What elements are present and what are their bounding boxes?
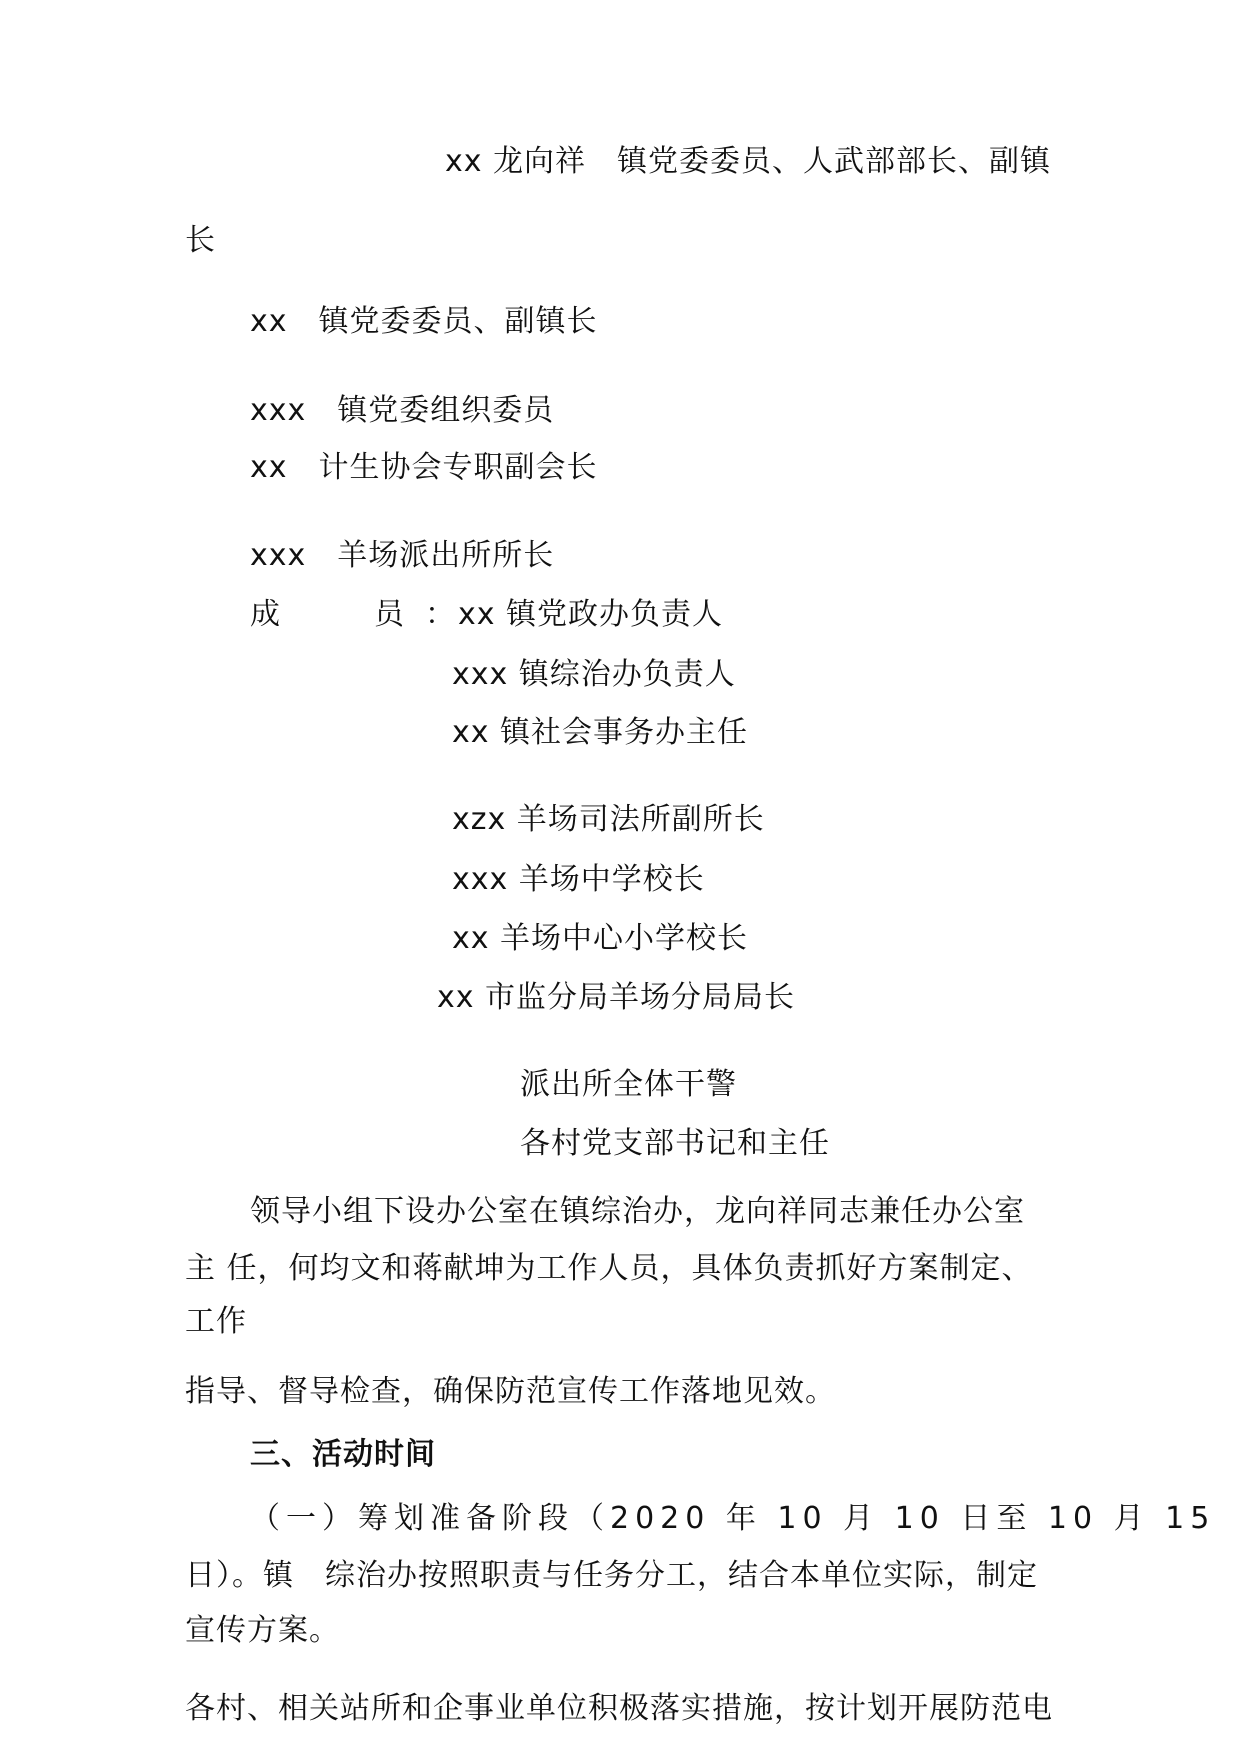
leader-line-2: xx 镇党委委员、副镇长 (250, 304, 598, 339)
member-line-6: xx 羊场中心小学校长 (452, 921, 749, 956)
office-paragraph-line-1: 领导小组下设办公室在镇综治办，龙向祥同志兼任办公室 (250, 1194, 1025, 1229)
members-label: 成 员 (250, 597, 405, 632)
office-paragraph-line-3: 工作 (185, 1304, 247, 1339)
member-line-4: xzx 羊场司法所副所长 (452, 802, 765, 837)
last-line: 各村、相关站所和企事业单位积极落实措施，按计划开展防范电 (185, 1691, 1053, 1726)
leader-line-1: xx 龙向祥 镇党委委员、人武部部长、副镇 (445, 144, 1052, 179)
leader-line-5: xxx 羊场派出所所长 (250, 538, 555, 573)
stage-one-line-3: 宣传方案。 (185, 1613, 340, 1648)
leader-line-1-wrap: 长 (185, 223, 216, 258)
member-line-8: 派出所全体干警 (520, 1067, 737, 1102)
member-line-7: xx 市监分局羊场分局局长 (437, 980, 796, 1015)
office-paragraph-line-4: 指导、督导检查，确保防范宣传工作落地见效。 (185, 1374, 836, 1409)
members-colon: ： (425, 597, 456, 632)
member-line-5: xxx 羊场中学校长 (452, 862, 705, 897)
member-line-2: xxx 镇综治办负责人 (452, 657, 736, 692)
member-line-3: xx 镇社会事务办主任 (452, 715, 749, 750)
section-heading: 三、活动时间 (250, 1437, 436, 1472)
leader-line-3: xxx 镇党委组织委员 (250, 393, 555, 428)
stage-one-line-2: 日）。镇 综治办按照职责与任务分工，结合本单位实际，制定 (185, 1558, 1038, 1593)
stage-one-line-1: （一）筹划准备阶段（2020 年 10 月 10 日至 10 月 15 (250, 1501, 1216, 1536)
member-line-9: 各村党支部书记和主任 (520, 1126, 830, 1161)
leader-line-4: xx 计生协会专职副会长 (250, 450, 598, 485)
office-paragraph-line-2: 主 任，何均文和蒋献坤为工作人员，具体负责抓好方案制定、 (185, 1251, 1033, 1286)
member-line-1: xx 镇党政办负责人 (458, 597, 724, 632)
